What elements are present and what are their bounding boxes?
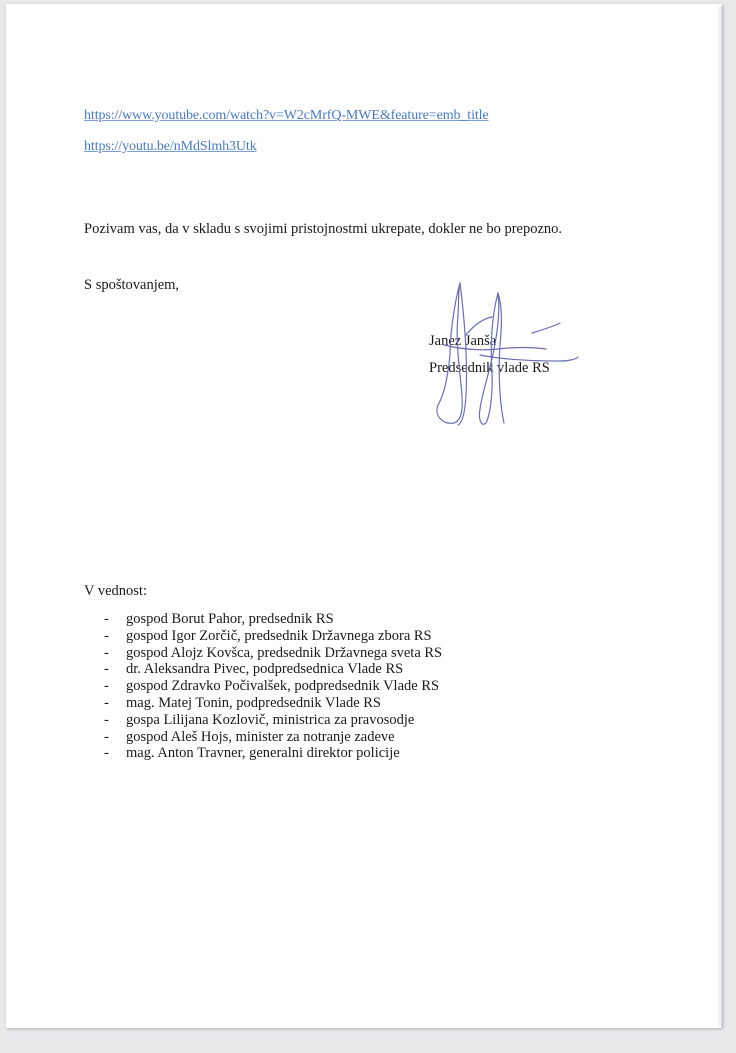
signatory-title: Predsednik vlade RS xyxy=(429,360,550,376)
list-item xyxy=(100,729,442,746)
list-item xyxy=(100,695,442,712)
closing-salutation: S spoštovanjem, xyxy=(84,277,180,293)
list-item xyxy=(100,745,442,762)
cc-recipient-list xyxy=(100,611,442,762)
list-bullet: - xyxy=(104,611,109,627)
handwritten-signature xyxy=(420,275,590,435)
document-page xyxy=(6,4,722,1028)
page-edge xyxy=(718,6,722,1028)
cc-label: V vednost: xyxy=(84,583,147,599)
list-bullet: - xyxy=(104,678,109,695)
list-item xyxy=(100,712,442,729)
recipient-text: gospod Alojz Kovšca, predsednik Državnega sveta RS xyxy=(126,644,443,661)
list-item xyxy=(100,628,442,645)
list-item xyxy=(100,611,442,628)
recipient-text: mag. Matej Tonin, podpredsednik Vlade RS xyxy=(126,694,381,711)
list-item xyxy=(100,645,442,662)
body-paragraph: Pozivam vas, da v skladu s svojimi pristojnostmi ukrepate, dokler ne bo prepozno. xyxy=(84,221,563,237)
list-item xyxy=(100,678,442,695)
youtube-link-1[interactable]: https://www.youtube.com/watch?v=W2cMrfQ-MWE&feature=emb_title xyxy=(84,108,489,123)
list-bullet: - xyxy=(104,694,109,711)
list-bullet: - xyxy=(104,711,109,728)
signatory-name: Janez Janša xyxy=(429,333,497,349)
recipient-text: mag. Anton Travner, generalni direktor policije xyxy=(126,745,400,762)
list-bullet: - xyxy=(104,627,109,644)
youtube-link-2[interactable]: https://youtu.be/nMdSlmh3Utk xyxy=(84,139,257,154)
list-bullet: - xyxy=(104,728,109,745)
recipient-text: gospod Igor Zorčič, predsednik Državnega zbora RS xyxy=(126,627,432,644)
list-bullet: - xyxy=(104,745,109,762)
recipient-text: gospod Zdravko Počivalšek, podpredsednik Vlade RS xyxy=(126,678,440,695)
list-bullet: - xyxy=(104,644,109,661)
list-item xyxy=(100,661,442,678)
recipient-text: gospod Aleš Hojs, minister za notranje zadeve xyxy=(126,728,395,745)
recipient-text: dr. Aleksandra Pivec, podpredsednica Vlade RS xyxy=(126,661,404,678)
recipient-text: gospa Lilijana Kozlovič, ministrica za pravosodje xyxy=(126,711,415,728)
recipient-text: gospod Borut Pahor, predsednik RS xyxy=(126,611,334,627)
list-bullet: - xyxy=(104,661,109,678)
